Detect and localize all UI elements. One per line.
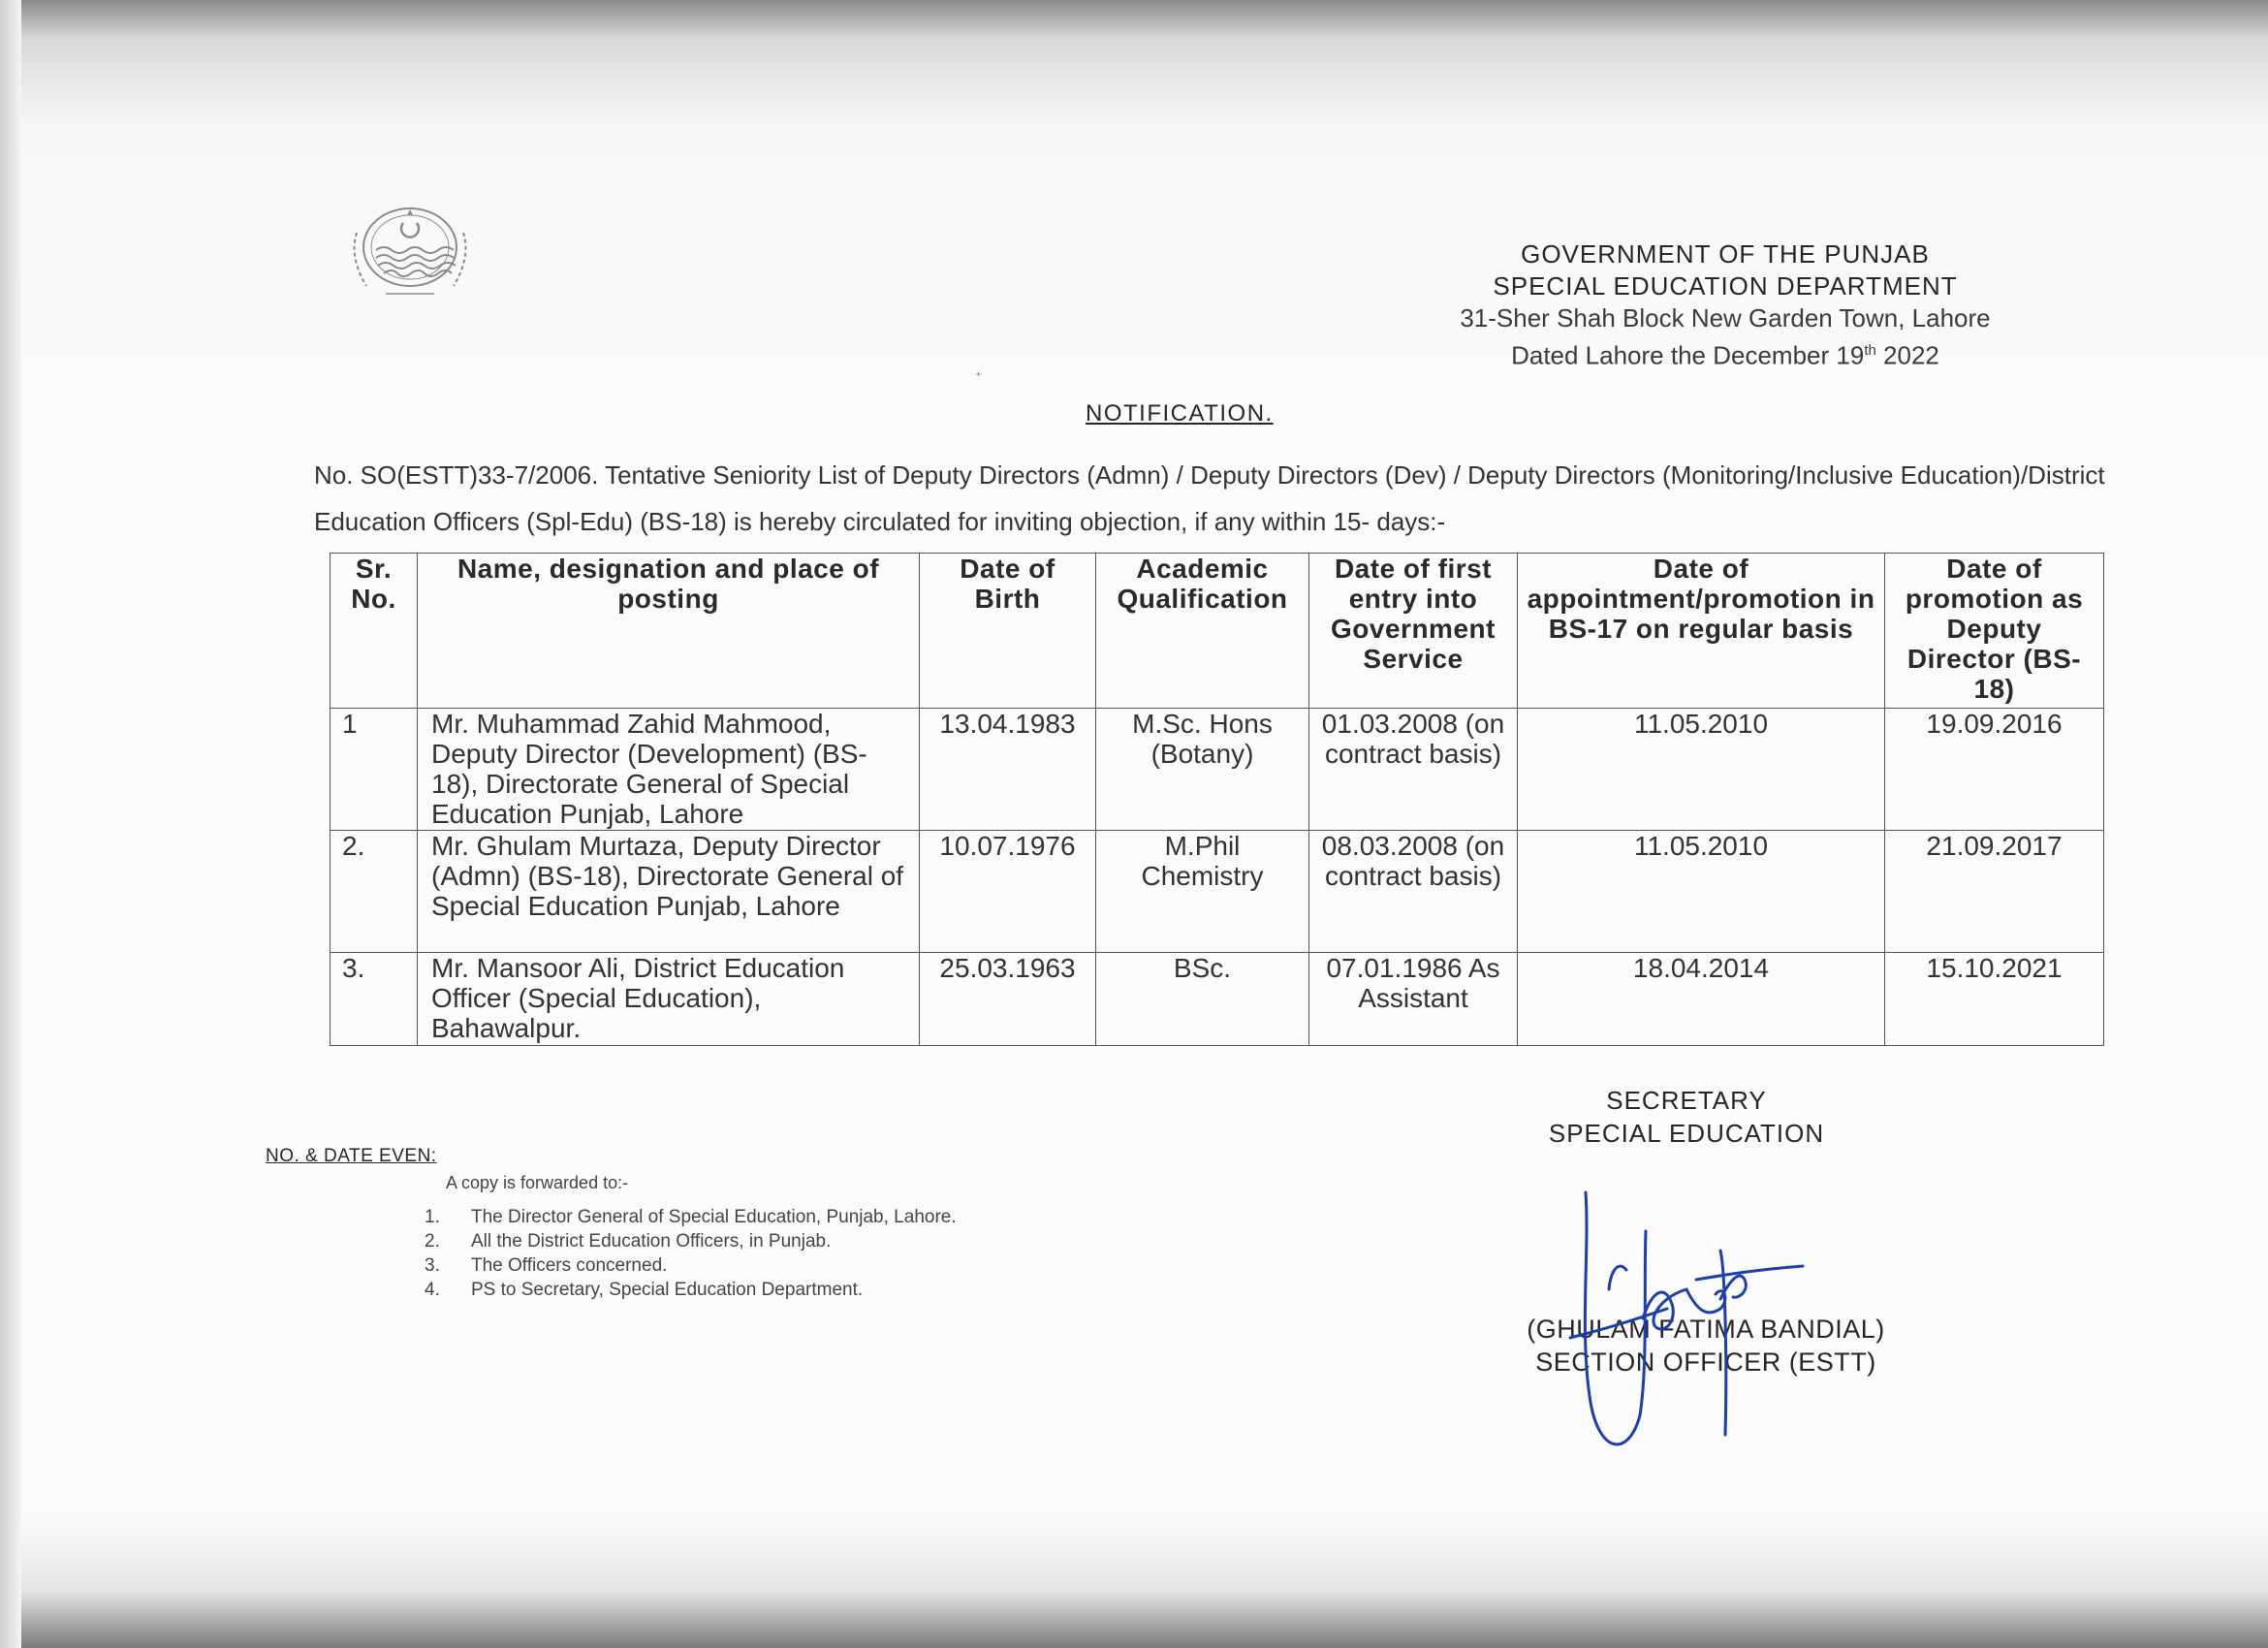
scan-speck: ⁺ <box>975 368 983 384</box>
secretary-title: SECRETARY <box>1606 1086 1767 1115</box>
cell-sr: 3. <box>331 953 418 1046</box>
header-sr: Sr. No. <box>331 554 418 709</box>
cell-qualification: M.Phil Chemistry <box>1096 831 1309 953</box>
date-year: 2022 <box>1875 340 1939 370</box>
header-dob: Date of Birth <box>920 554 1096 709</box>
copy-forwarded-intro: A copy is forwarded to:- <box>446 1173 629 1192</box>
table-header-row <box>331 554 2104 709</box>
list-item <box>425 1253 957 1278</box>
no-date-even-label: NO. & DATE EVEN: <box>266 1146 437 1166</box>
cell-name: Mr. Ghulam Murtaza, Deputy Director (Admn) (BS-18), Directorate General of Special Education Punjab, Lahore <box>418 831 920 953</box>
cell-qualification: M.Sc. Hons (Botany) <box>1096 709 1309 831</box>
header-bs17: Date of appointment/promotion in BS-17 on regular basis <box>1518 554 1885 709</box>
department-title: SPECIAL EDUCATION DEPARTMENT <box>1493 271 1958 301</box>
handwritten-signature <box>1551 1173 1842 1464</box>
signatory-name: (GHULAM FATIMA BANDIAL) <box>1527 1315 1885 1344</box>
dated-line <box>1260 334 2190 372</box>
list-item-number: 2. <box>425 1231 440 1252</box>
date-prefix: Dated Lahore the December 19 <box>1511 340 1865 370</box>
list-item-number: 1. <box>425 1207 440 1227</box>
signatory-title: SECTION OFFICER (ESTT) <box>1535 1347 1876 1377</box>
table-row <box>331 709 2104 831</box>
secretary-block <box>1512 1084 1861 1150</box>
letterhead <box>1260 238 2190 372</box>
list-item-number: 3. <box>425 1255 440 1276</box>
cell-dob: 13.04.1983 <box>920 709 1096 831</box>
list-item-text: All the District Education Officers, in Punjab. <box>471 1231 832 1252</box>
cell-sr: 2. <box>331 831 418 953</box>
list-item <box>425 1278 957 1302</box>
notification-paragraph: No. SO(ESTT)33-7/2006. Tentative Seniority List of Deputy Directors (Admn) / Deputy Directors (Dev) / Deputy Directors (Monitoring/Inclusive Education)/District Education Officers (Spl-Edu) (BS-18) is hereby circulated for inviting objection, if any within 15- days:- <box>314 460 2105 536</box>
cell-qualification: BSc. <box>1096 953 1309 1046</box>
date-suffix: th <box>1864 342 1876 359</box>
cell-first-entry: 01.03.2008 (on contract basis) <box>1309 709 1518 831</box>
header-first-entry: Date of first entry into Government Service <box>1309 554 1518 709</box>
cell-dob: 25.03.1963 <box>920 953 1096 1046</box>
cell-sr: 1 <box>331 709 418 831</box>
cell-first-entry: 07.01.1986 As Assistant <box>1309 953 1518 1046</box>
header-bs18: Date of promotion as Deputy Director (BS-18) <box>1885 554 2104 709</box>
table-row <box>331 953 2104 1046</box>
list-item <box>425 1229 957 1253</box>
header-qualification: Academic Qualification <box>1096 554 1309 709</box>
notification-title: NOTIFICATION. <box>1086 400 1274 427</box>
copy-recipient-list <box>425 1205 957 1302</box>
cell-bs18: 15.10.2021 <box>1885 953 2104 1046</box>
table-row <box>331 831 2104 953</box>
header-name: Name, designation and place of posting <box>418 554 920 709</box>
cell-bs17: 11.05.2010 <box>1518 831 1885 953</box>
cell-dob: 10.07.1976 <box>920 831 1096 953</box>
cell-name: Mr. Muhammad Zahid Mahmood, Deputy Director (Development) (BS-18), Directorate General of Special Education Punjab, Lahore <box>418 709 920 831</box>
seniority-table <box>330 553 2104 1046</box>
government-title: GOVERNMENT OF THE PUNJAB <box>1521 239 1930 269</box>
cell-bs17: 18.04.2014 <box>1518 953 1885 1046</box>
list-item-text: The Director General of Special Education, Punjab, Lahore. <box>471 1207 957 1227</box>
list-item-text: The Officers concerned. <box>471 1255 668 1276</box>
scan-edge-shadow <box>0 0 21 1648</box>
cell-bs18: 19.09.2016 <box>1885 709 2104 831</box>
cell-name: Mr. Mansoor Ali, District Education Officer (Special Education), Bahawalpur. <box>418 953 920 1046</box>
department-address: 31-Sher Shah Block New Garden Town, Lahore <box>1460 303 1991 333</box>
cell-bs18: 21.09.2017 <box>1885 831 2104 953</box>
cell-first-entry: 08.03.2008 (on contract basis) <box>1309 831 1518 953</box>
list-item-number: 4. <box>425 1280 440 1300</box>
cell-bs17: 11.05.2010 <box>1518 709 1885 831</box>
list-item <box>425 1205 957 1229</box>
list-item-text: PS to Secretary, Special Education Department. <box>471 1280 864 1300</box>
secretary-department: SPECIAL EDUCATION <box>1548 1119 1825 1148</box>
punjab-emblem-icon <box>337 194 483 305</box>
